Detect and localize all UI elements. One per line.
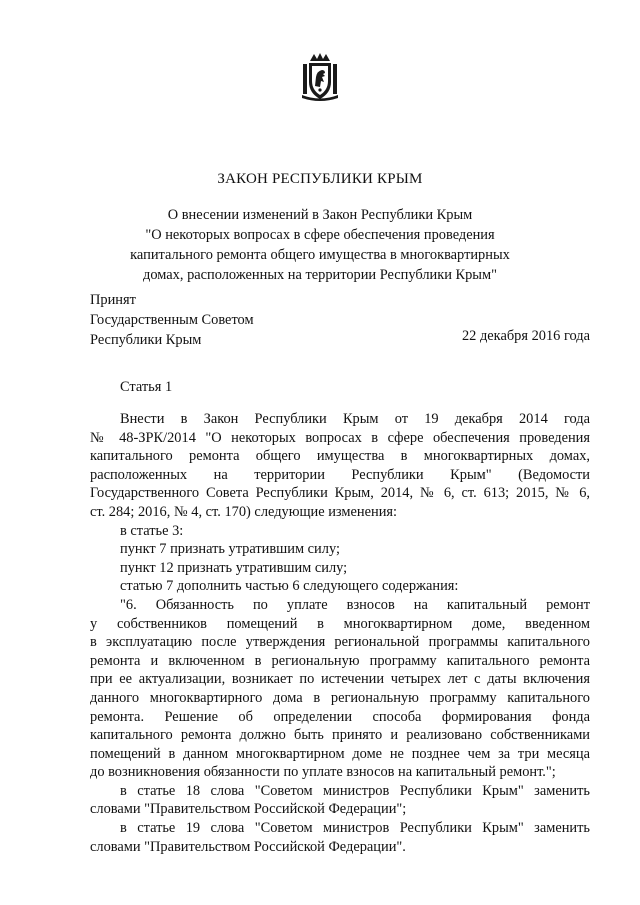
adoption-date: 22 декабря 2016 года — [461, 328, 590, 344]
body-line: № 48-ЗРК/2014 "О некоторых вопросах в сфере обеспечения проведения — [90, 429, 590, 446]
body-line: капитального ремонта должно быть принято и реализовано собственниками — [90, 727, 590, 744]
adopted-line: Принят — [90, 292, 136, 308]
body-line: словами "Правительством Российской Федерации". — [90, 838, 406, 855]
body-line: помещений в данном многоквартирном доме не позднее чем за три месяца — [90, 745, 590, 762]
body-line: Внести в Закон Республики Крым от 19 декабря 2014 года — [120, 411, 590, 427]
body-line: "6. Обязанность по уплате взносов на капитальный ремонт — [120, 596, 590, 613]
body-line: расположенных на территории Республики Крым" (Ведомости — [90, 466, 590, 483]
crimea-coat-of-arms-icon — [300, 52, 340, 102]
body-line: статью 7 дополнить частью 6 следующего содержания: — [120, 578, 459, 595]
adopted-line: Республики Крым — [90, 332, 202, 348]
body-line: в эксплуатацию после утверждения региональной программы капитального — [90, 634, 590, 651]
adopted-block — [90, 290, 254, 350]
body-line: ремонта. Решение об определении способа формирования фонда — [90, 708, 590, 725]
body-line: при ее актуализации, возникает по истечении четырех лет с даты включения — [90, 671, 590, 688]
article-body — [90, 410, 590, 856]
body-line: до возникновения обязанности по уплате взносов на капитальный ремонт."; — [90, 764, 556, 781]
adopted-line: Государственным Советом — [90, 312, 254, 328]
body-line: ст. 284; 2016, № 4, ст. 170) следующие изменения: — [90, 503, 398, 520]
body-line: пункт 7 признать утратившим силу; — [120, 541, 340, 558]
body-line: у собственников помещений в многоквартирном доме, введенном — [90, 615, 590, 632]
subtitle-line: домах, расположенных на территории Республики Крым" — [143, 267, 497, 283]
law-subtitle — [120, 205, 520, 285]
body-line: данного многоквартирного дома в региональную программу капитального — [90, 689, 590, 706]
body-line: в статье 18 слова "Советом министров Республики Крым" заменить — [120, 782, 590, 799]
subtitle-line: О внесении изменений в Закон Республики Крым — [167, 207, 473, 223]
body-line: пункт 12 признать утратившим силу; — [120, 559, 348, 576]
body-line: ремонта и включенном в региональную программу капитального ремонта — [90, 652, 590, 669]
body-line: Государственного Совета Республики Крым, 2014, № 6, ст. 613; 2015, № 6, — [90, 485, 590, 502]
body-line: в статье 19 слова "Советом министров Республики Крым" заменить — [120, 820, 590, 837]
article-heading: Статья 1 — [120, 379, 173, 395]
body-line: капитального ремонта общего имущества в многоквартирных домах, — [90, 448, 590, 465]
document-title: ЗАКОН РЕСПУБЛИКИ КРЫМ — [217, 171, 423, 187]
subtitle-line: капитального ремонта общего имущества в многоквартирных — [130, 247, 510, 263]
body-line: в статье 3: — [120, 522, 184, 539]
subtitle-line: "О некоторых вопросах в сфере обеспечения проведения — [145, 227, 495, 243]
body-line: словами "Правительством Российской Федерации"; — [90, 801, 407, 818]
